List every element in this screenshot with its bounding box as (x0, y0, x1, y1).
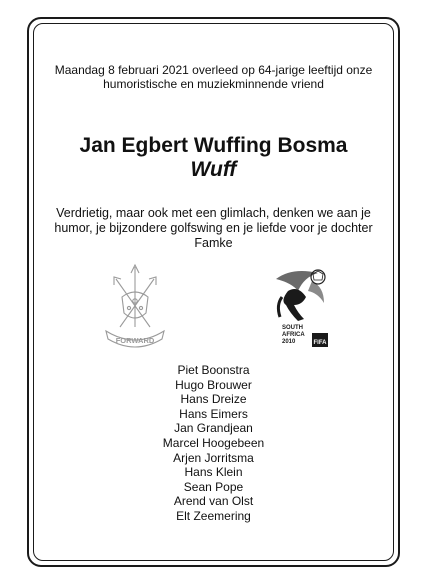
list-item: Hans Klein (184, 465, 243, 480)
list-item: Sean Pope (183, 479, 244, 494)
intro-text: Maandag 8 februari 2021 overleed op 64-jarige leeftijd onze humoristische en muziekminnende vriend (54, 63, 373, 91)
list-item: Marcel Hoogebeen (162, 435, 265, 450)
sa-logo-south: SOUTH (282, 325, 303, 331)
sa-logo-year: 2010 (282, 339, 296, 345)
list-item: Hugo Brouwer (175, 377, 252, 392)
tribute-text: Verdrietig, maar ook met een glimlach, denken we aan je humor, je bijzondere golfswing en je liefde voor je dochter Famke (54, 206, 373, 250)
list-item: Hans Eimers (179, 406, 248, 421)
list-item: Elt Zeemering (176, 508, 251, 523)
forward-logo-text: FORWARD (115, 336, 155, 345)
forward-crest-icon (100, 261, 170, 353)
deceased-name: Jan Egbert Wuffing Bosma (79, 134, 348, 157)
list-item: Arjen Jorritsma (173, 450, 254, 465)
sa-logo-fifa: FIFA (313, 340, 327, 346)
sa-logo-africa: AFRICA (282, 332, 305, 338)
world-cup-2010-emblem-icon (268, 261, 334, 353)
deceased-nickname: Wuff (190, 158, 237, 181)
list-item: Jan Grandjean (174, 421, 253, 436)
list-item: Hans Dreize (180, 392, 247, 407)
signatories-list (40, 363, 387, 524)
list-item: Arend van Olst (173, 494, 254, 509)
list-item: Piet Boonstra (177, 363, 250, 377)
